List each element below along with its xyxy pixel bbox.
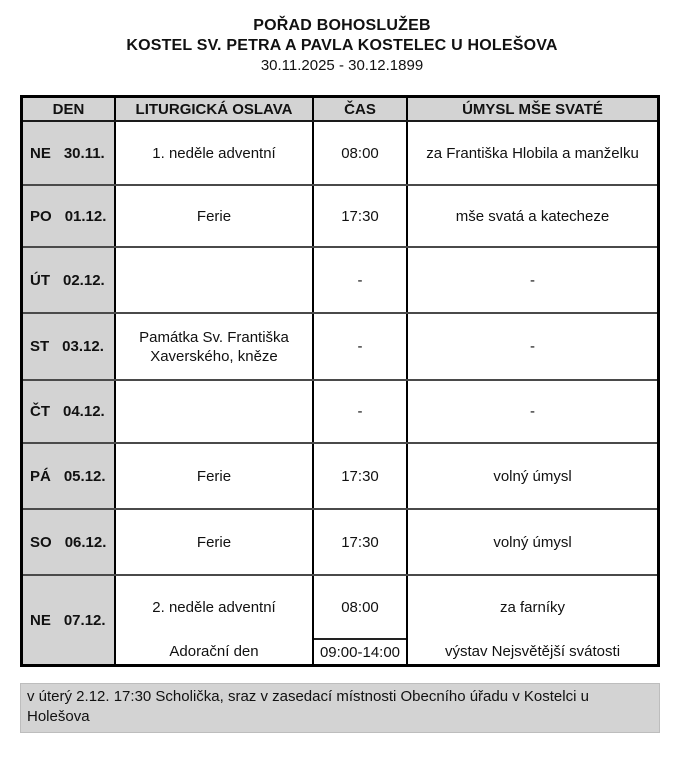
liturgy-cell: 1. neděle adventní [114,122,312,184]
liturgy-cell [114,576,312,664]
column-header-den: DEN [23,98,114,120]
day-date: 01.12. [64,207,107,225]
day-cell [23,186,114,246]
time-cell: 17:30 [312,186,406,246]
time-sub: 09:00-14:00 [314,638,406,664]
intention-cell: - [406,314,657,379]
day-date: 30.11. [63,144,105,162]
table-row [23,184,657,246]
column-header-intention: ÚMYSL MŠE SVATÉ [406,98,657,120]
day-abbrev: NE [30,611,51,629]
time-cell: 17:30 [312,510,406,574]
time-cell: 17:30 [312,444,406,508]
day-date: 04.12. [63,403,105,420]
day-cell [23,381,114,442]
time-cell [312,576,406,664]
day-abbrev: SO [30,533,52,551]
footer-note: v úterý 2.12. 17:30 Scholička, sraz v zasedací místnosti Obecního úřadu v Kostelci u Holešova [20,683,660,733]
church-name: KOSTEL SV. PETRA A PAVLA KOSTELEC U HOLEŠOVA [126,37,558,54]
time-cell: - [312,381,406,442]
day-abbrev: NE [30,144,51,162]
liturgy-cell [114,248,312,312]
time-cell: - [312,314,406,379]
date-range: 30.11.2025 - 30.12.1899 [260,57,424,74]
table-row [23,312,657,379]
intention-main: za farníky [499,598,566,616]
liturgy-cell: Památka Sv. Františka Xaverského, kněze [114,314,312,379]
document-header [0,0,684,76]
day-cell [23,510,114,574]
time-main: 08:00 [341,598,379,616]
day-date: 06.12. [64,533,107,551]
column-header-liturgy: LITURGICKÁ OSLAVA [114,98,312,120]
day-date: 03.12. [62,338,104,355]
table-header-row [23,98,657,122]
day-cell [23,248,114,312]
liturgy-main: 2. neděle adventní [152,598,276,616]
intention-cell [406,576,657,664]
time-cell: 08:00 [312,122,406,184]
table-row [23,379,657,442]
table-row [23,574,657,664]
day-abbrev: PÁ [30,467,51,485]
day-date: 02.12. [63,271,105,289]
liturgy-cell: Ferie [114,444,312,508]
column-header-time: ČAS [312,98,406,120]
intention-cell: volný úmysl [406,510,657,574]
table-row [23,246,657,312]
day-cell [23,314,114,379]
day-cell [23,122,114,184]
day-date: 05.12. [63,467,106,485]
intention-cell: - [406,248,657,312]
page-title: POŘAD BOHOSLUŽEB [253,17,431,34]
intention-sub: výstav Nejsvětější svátosti [444,642,621,660]
intention-cell: mše svatá a katecheze [406,186,657,246]
liturgy-sub: Adorační den [169,642,259,660]
time-cell: - [312,248,406,312]
intention-cell: - [406,381,657,442]
day-abbrev: ÚT [30,271,50,289]
intention-cell: za Františka Hlobila a manželku [406,122,657,184]
intention-cell: volný úmysl [406,444,657,508]
table-row [23,122,657,184]
liturgy-cell: Ferie [114,186,312,246]
table-row [23,508,657,574]
schedule-table [20,95,660,667]
day-abbrev: ST [30,338,50,355]
liturgy-cell [114,381,312,442]
day-date: 07.12. [63,611,106,629]
day-cell [23,444,114,508]
day-abbrev: PO [30,207,52,225]
day-cell [23,576,114,664]
liturgy-cell: Ferie [114,510,312,574]
table-row [23,442,657,508]
day-abbrev: ČT [30,403,50,420]
